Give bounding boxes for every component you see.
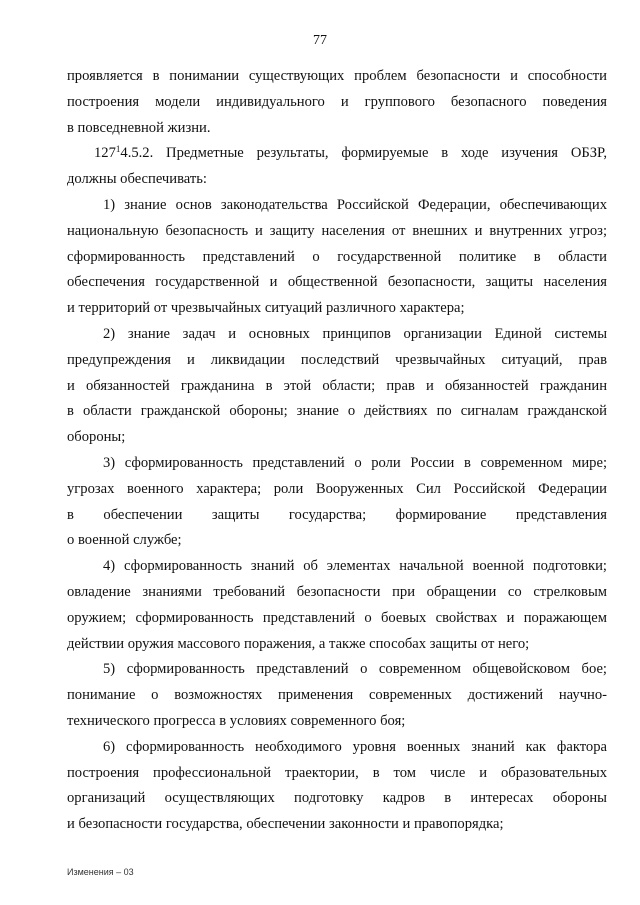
paragraph-heading-text: 4.5.2. Предметные результаты, формируемые в ходе изучения ОБЗР, <box>120 145 607 162</box>
list-item-line: 2) знание задач и основных принципов организации Единой системы <box>103 325 607 342</box>
list-item-line: 1) знание основ законодательства Российской Федерации, обеспечивающих <box>103 196 607 213</box>
text-line: действии оружия массового поражения, а также способах защиты от него; <box>67 635 530 652</box>
text-line: сформированность представлений о государственной политике в области <box>67 248 607 265</box>
text-line: и территорий от чрезвычайных ситуаций различного характера; <box>67 300 465 317</box>
text-line: и обязанностей гражданина в этой области; прав и обязанностей гражданин <box>67 377 607 394</box>
body-text <box>67 64 607 838</box>
text-line: проявляется в понимании существующих проблем безопасности и способности <box>67 68 607 84</box>
text-line: технического прогресса в условиях современного боя; <box>67 712 406 729</box>
text-line: в области гражданской обороны; знание о действиях по сигналам гражданской <box>67 403 607 420</box>
text-line: предупреждения и ликвидации последствий чрезвычайных ситуаций, прав <box>67 351 607 368</box>
list-item-line: 5) сформированность представлений о современном общевойсковом бое; <box>103 661 607 678</box>
paragraph-number-base: 127 <box>94 145 116 162</box>
text-line: организаций осуществляющих подготовку кадров в интересах обороны <box>67 790 607 807</box>
text-line: национальную безопасность и защиту населения от внешних и внутренних угроз; <box>67 222 607 239</box>
page-number: 77 <box>313 33 327 48</box>
text-line: построения профессиональной траектории, в том числе и образовательных <box>67 764 607 781</box>
text-line: обороны; <box>67 429 126 446</box>
paragraph-heading-line <box>67 141 607 167</box>
text-line: оружием; сформированность представлений о боевых свойствах и поражающем <box>67 609 607 626</box>
text-line: понимание о возможностях применения современных достижений научно- <box>67 687 607 704</box>
text-line: в обеспечении защиты государства; формирование представления <box>67 506 607 523</box>
text-line: построения модели индивидуального и группового безопасного поведения <box>67 93 607 110</box>
text-line: овладение знаниями требований безопасности при обращении со стрелковым <box>67 583 607 600</box>
list-item-line: 4) сформированность знаний об элементах начальной военной подготовки; <box>103 558 607 575</box>
text-line: обеспечения государственной и общественной безопасности, защиты населения <box>67 274 607 291</box>
text-line: угрозах военного характера; роли Вооруженных Сил Российской Федерации <box>67 480 607 497</box>
text-line: и безопасности государства, обеспечении законности и правопорядка; <box>67 816 504 833</box>
text-line: должны обеспечивать: <box>67 171 207 188</box>
list-item-line: 3) сформированность представлений о роли России в современном мире; <box>103 454 607 471</box>
paragraph-number-superscript: 1 <box>115 144 121 155</box>
footer-revision-note: Изменения – 03 <box>67 867 134 877</box>
list-item-line: 6) сформированность необходимого уровня военных знаний как фактора <box>103 738 607 755</box>
text-line: о военной службе; <box>67 532 182 549</box>
text-line: в повседневной жизни. <box>67 119 211 136</box>
